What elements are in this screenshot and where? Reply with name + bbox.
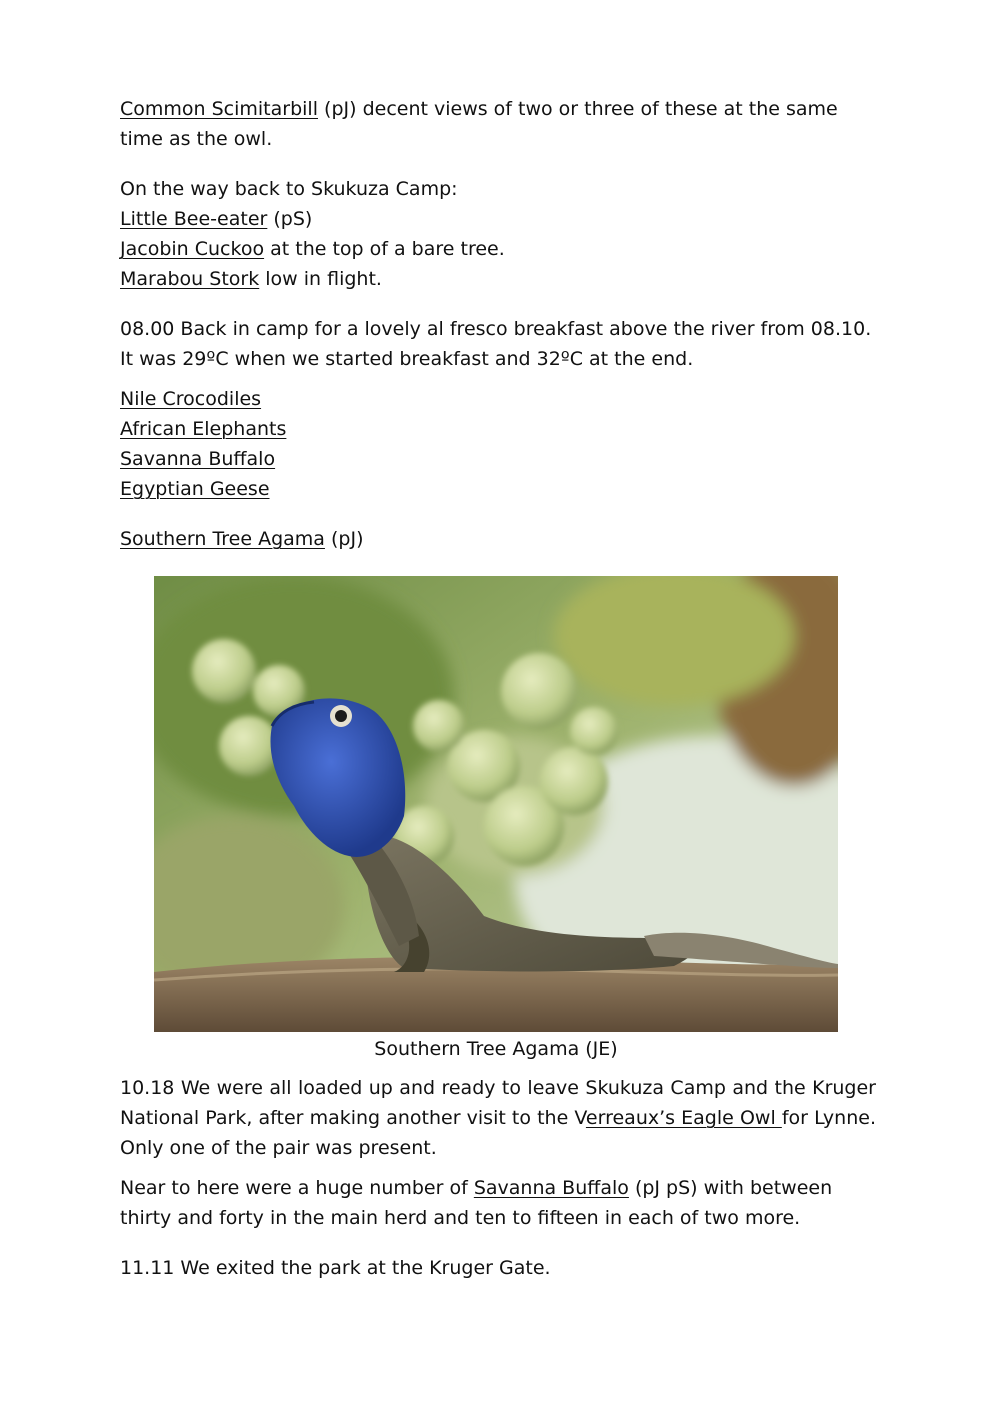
- exit-paragraph: 11.11 We exited the park at the Kruger Gate.: [120, 1257, 551, 1279]
- paragraph-text: Near to here were a huge number of: [120, 1177, 474, 1199]
- paragraph-text: (pJ) decent views of two or three of these at the same time as the owl.: [120, 98, 838, 150]
- list-item: [120, 234, 876, 264]
- list-item-note: low in flight.: [259, 268, 382, 290]
- list-item: [120, 444, 876, 474]
- list-item: [120, 474, 876, 504]
- agama-photo: [154, 576, 838, 1032]
- scimitarbill-paragraph: [120, 94, 876, 154]
- species-link[interactable]: Marabou Stork: [120, 268, 260, 290]
- agama-paragraph: [120, 524, 876, 554]
- list-item: [120, 414, 876, 444]
- list-item: [120, 204, 876, 234]
- section-heading: On the way back to Skukuza Camp:: [120, 178, 458, 200]
- list-item: [120, 384, 876, 414]
- species-link[interactable]: Savanna Buffalo: [473, 1177, 629, 1199]
- species-link[interactable]: erreaux’s Eagle Owl: [585, 1107, 782, 1129]
- paragraph-text: (pJ): [324, 528, 364, 550]
- agama-illustration: [154, 576, 838, 1032]
- paragraph-text: (pJ pS) with between thirty and forty in the main herd and ten to fifteen in each of two more.: [120, 1177, 833, 1229]
- breakfast-paragraph: [120, 314, 876, 374]
- photo-caption: Southern Tree Agama (JE): [374, 1038, 618, 1060]
- paragraph-text: 10.18 We were all loaded up and ready to leave Skukuza Camp and the Kruger National Park, after making another visit to the V: [120, 1077, 876, 1129]
- document-body-continued: [120, 1073, 876, 1283]
- list-item-note: (pS): [267, 208, 313, 230]
- species-link[interactable]: Savanna Buffalo: [120, 448, 276, 470]
- species-link[interactable]: African Elephants: [120, 418, 287, 440]
- departure-paragraph: [120, 1073, 876, 1163]
- breakfast-species-list: [120, 384, 876, 504]
- paragraph-line: It was 29ºC when we started breakfast and 32ºC at the end.: [120, 348, 694, 370]
- list-item-note: at the top of a bare tree.: [264, 238, 505, 260]
- species-link[interactable]: Common Scimitarbill: [120, 98, 318, 120]
- species-link[interactable]: Nile Crocodiles: [120, 388, 262, 410]
- document-body: [120, 94, 876, 554]
- species-link[interactable]: Southern Tree Agama: [120, 528, 325, 550]
- paragraph-text: for Lynne. Only one of the pair was present.: [120, 1107, 876, 1159]
- list-item: [120, 264, 876, 294]
- paragraph-line: 08.00 Back in camp for a lovely al fresco breakfast above the river from 08.10.: [120, 318, 872, 340]
- way-back-section: [120, 174, 876, 294]
- species-link[interactable]: Egyptian Geese: [120, 478, 270, 500]
- species-link[interactable]: Jacobin Cuckoo: [120, 238, 265, 260]
- buffalo-paragraph: [120, 1173, 876, 1233]
- species-link[interactable]: Little Bee-eater: [120, 208, 268, 230]
